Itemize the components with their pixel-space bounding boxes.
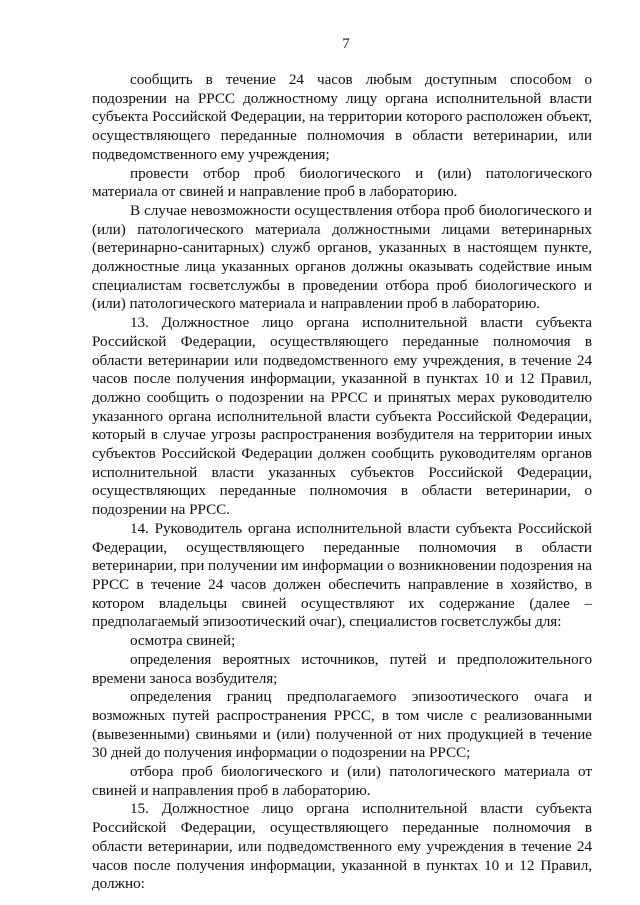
document-body — [92, 71, 592, 894]
paragraph: В случае невозможности осуществления отбора проб биологического и (или) патологического материала должностными лицами ветеринарных (ветеринарно-санитарных) служб органов, указанных в настоящем пункте, должностные лица указанных органов должны оказывать содействие иным специалистам госветслужбы в проведении отбора проб биологического и (или) патологического материала и направлении проб в лабораторию. — [92, 201, 592, 313]
paragraph: определения границ предполагаемого эпизоотического очага и возможных путей распространения РРСС, в том числе с реализованными (вывезенными) свиньями и (или) полученной от них продукцией в течение 30 дней до получения информации о подозрении на РРСС; — [92, 688, 592, 762]
paragraph: определения вероятных источников, путей и предположительного времени заноса возбудителя; — [92, 650, 592, 687]
paragraph: 13. Должностное лицо органа исполнительной власти субъекта Российской Федерации, осуществляющего переданные полномочия в области ветеринарии или подведомственного ему учреждения, в течение 24 часов после получения информации, указанной в пунктах 10 и 12 Правил, должно сообщить о подозрении на РРСС и принятых мерах руководителю указанного органа исполнительной власти субъекта Российской Федерации, который в случае угрозы распространения возбудителя на территории иных субъектов Российской Федерации должен сообщить руководителям органов исполнительной власти указанных субъектов Российской Федерации, осуществляющих переданные полномочия в области ветеринарии, о подозрении на РРСС. — [92, 314, 592, 519]
paragraph: осмотра свиней; — [130, 632, 236, 650]
paragraph: 14. Руководитель органа исполнительной власти субъекта Российской Федерации, осуществляющего переданные полномочия в области ветеринарии, при получении им информации о возникновении подозрения на РРСС в течение 24 часов должен обеспечить направление в хозяйство, в котором владельцы свиней осуществляют их содержание (далее – предполагаемый эпизоотический очаг), специалистов госветслужбы для: — [92, 519, 592, 631]
paragraph: сообщить в течение 24 часов любым доступным способом о подозрении на РРСС должностному лицу органа исполнительной власти субъекта Российской Федерации, на территории которого расположен объект, осуществляющего переданные полномочия в области ветеринарии, или подведомственного ему учреждения; — [92, 71, 592, 163]
paragraph: отбора проб биологического и (или) патологического материала от свиней и направления проб в лабораторию. — [92, 763, 592, 799]
page-number: 7 — [342, 36, 350, 52]
paragraph: провести отбор проб биологического и (или) патологического материала от свиней и направление проб в лабораторию. — [92, 164, 592, 201]
paragraph: 15. Должностное лицо органа исполнительной власти субъекта Российской Федерации, осуществляющего переданные полномочия в области ветеринарии, или подведомственного ему учреждения в течение 24 часов после получения информации, указанной в пунктах 10 и 12 Правил, должно: — [92, 800, 592, 893]
